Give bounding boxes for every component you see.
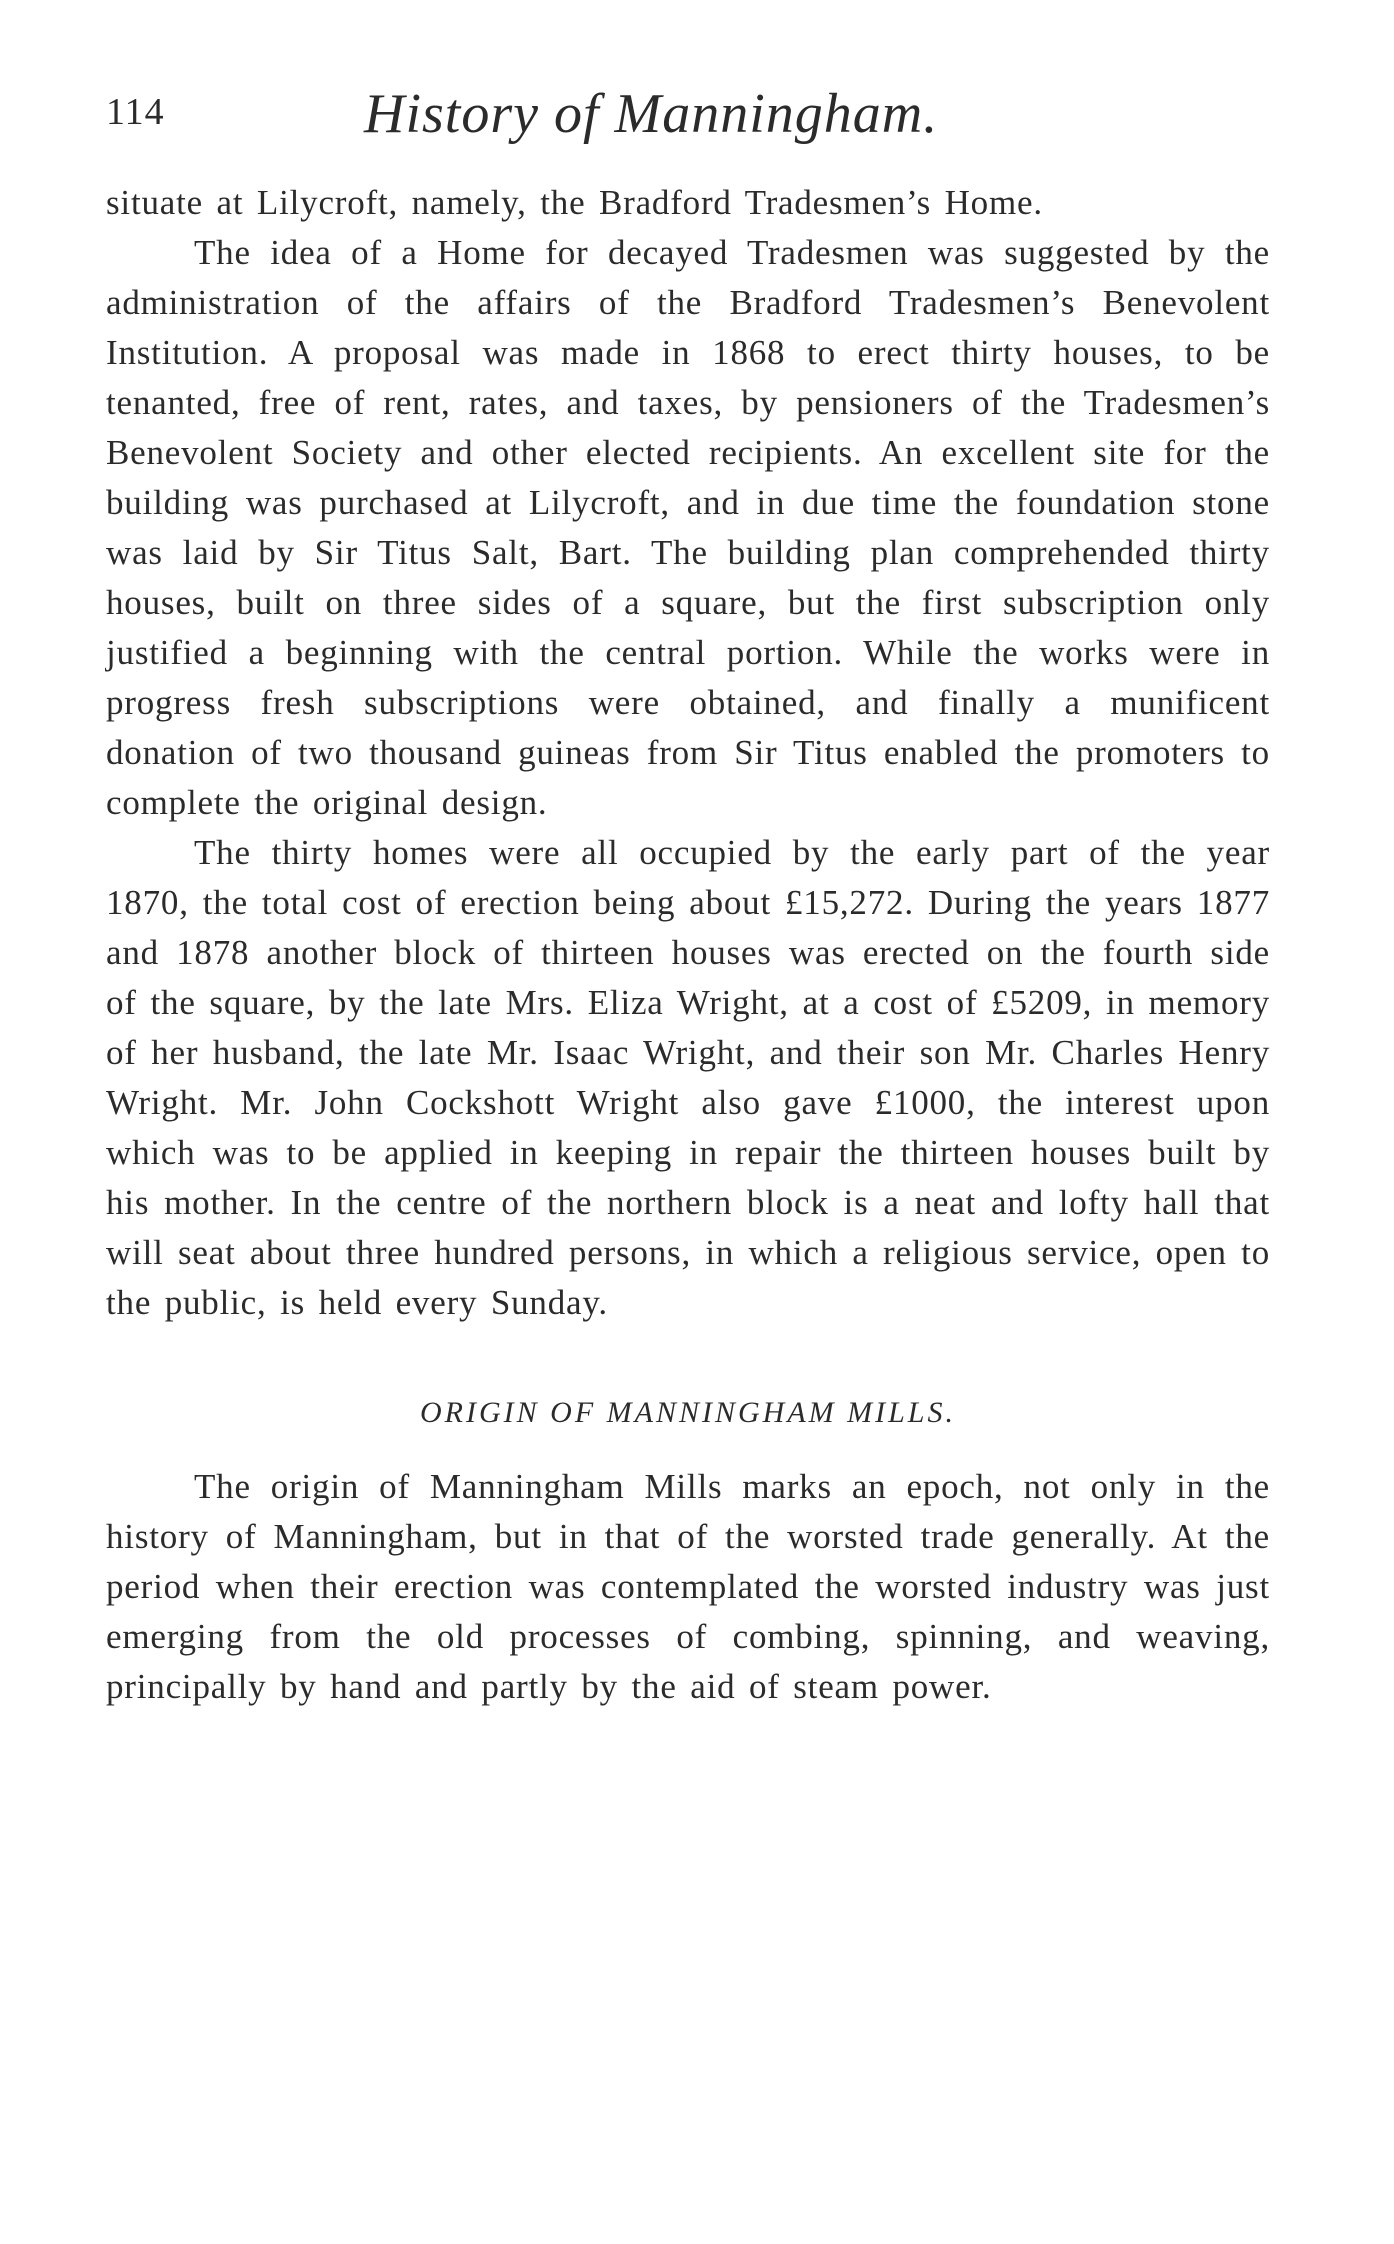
section-heading: ORIGIN OF MANNINGHAM MILLS.	[420, 1396, 956, 1429]
page-number: 114	[106, 91, 165, 133]
paragraph-thirty-homes: The thirty homes were all occupied by the early part of the year 1870, the total cost of erection being about £15,272. During the years 1877 and 1878 another block of thirteen houses was erected on the fourth side of the square, by the late Mrs. Eliza Wright, at a cost of £5209, in memory of her husband, the late Mr. Isaac Wright, and their son Mr. Charles Henry Wright. Mr. John Cockshott Wright also gave £1000, the interest upon which was to be applied in keeping in repair the thirteen houses built by his mother. In the centre of the northern block is a neat and lofty hall that will seat about three hundred persons, in which a religious service, open to the public, is held every Sunday.	[106, 833, 1270, 1322]
running-head	[106, 82, 1270, 152]
paragraph-tradesmen-home: The idea of a Home for decayed Tradesmen was suggested by the administration of the affairs of the Bradford Tradesmen’s Benevolent Institution. A proposal was made in 1868 to erect thirty houses, to be tenanted, free of rent, rates, and taxes, by pensioners of the Tradesmen’s Benevolent Society and other elected recipients. An excellent site for the building was purchased at Lilycroft, and in due time the foundation stone was laid by Sir Titus Salt, Bart. The building plan comprehended thirty houses, built on three sides of a square, but the first subscription only justified a beginning with the central portion. While the works were in progress fresh subscriptions were obtained, and finally a munificent donation of two thousand guineas from Sir Titus enabled the promoters to complete the original design.	[106, 233, 1270, 822]
running-title: History of Manningham.	[364, 83, 939, 145]
paragraph-continuation: situate at Lilycroft, namely, the Bradford Tradesmen’s Home.	[106, 183, 1043, 222]
body-text	[106, 178, 1270, 1712]
paragraph-manningham-mills: The origin of Manningham Mills marks an epoch, not only in the history of Manningham, but in that of the worsted trade generally. At the period when their erection was contemplated the worsted industry was just emerging from the old processes of combing, spinning, and weaving, principally by hand and partly by the aid of steam power.	[106, 1467, 1270, 1706]
